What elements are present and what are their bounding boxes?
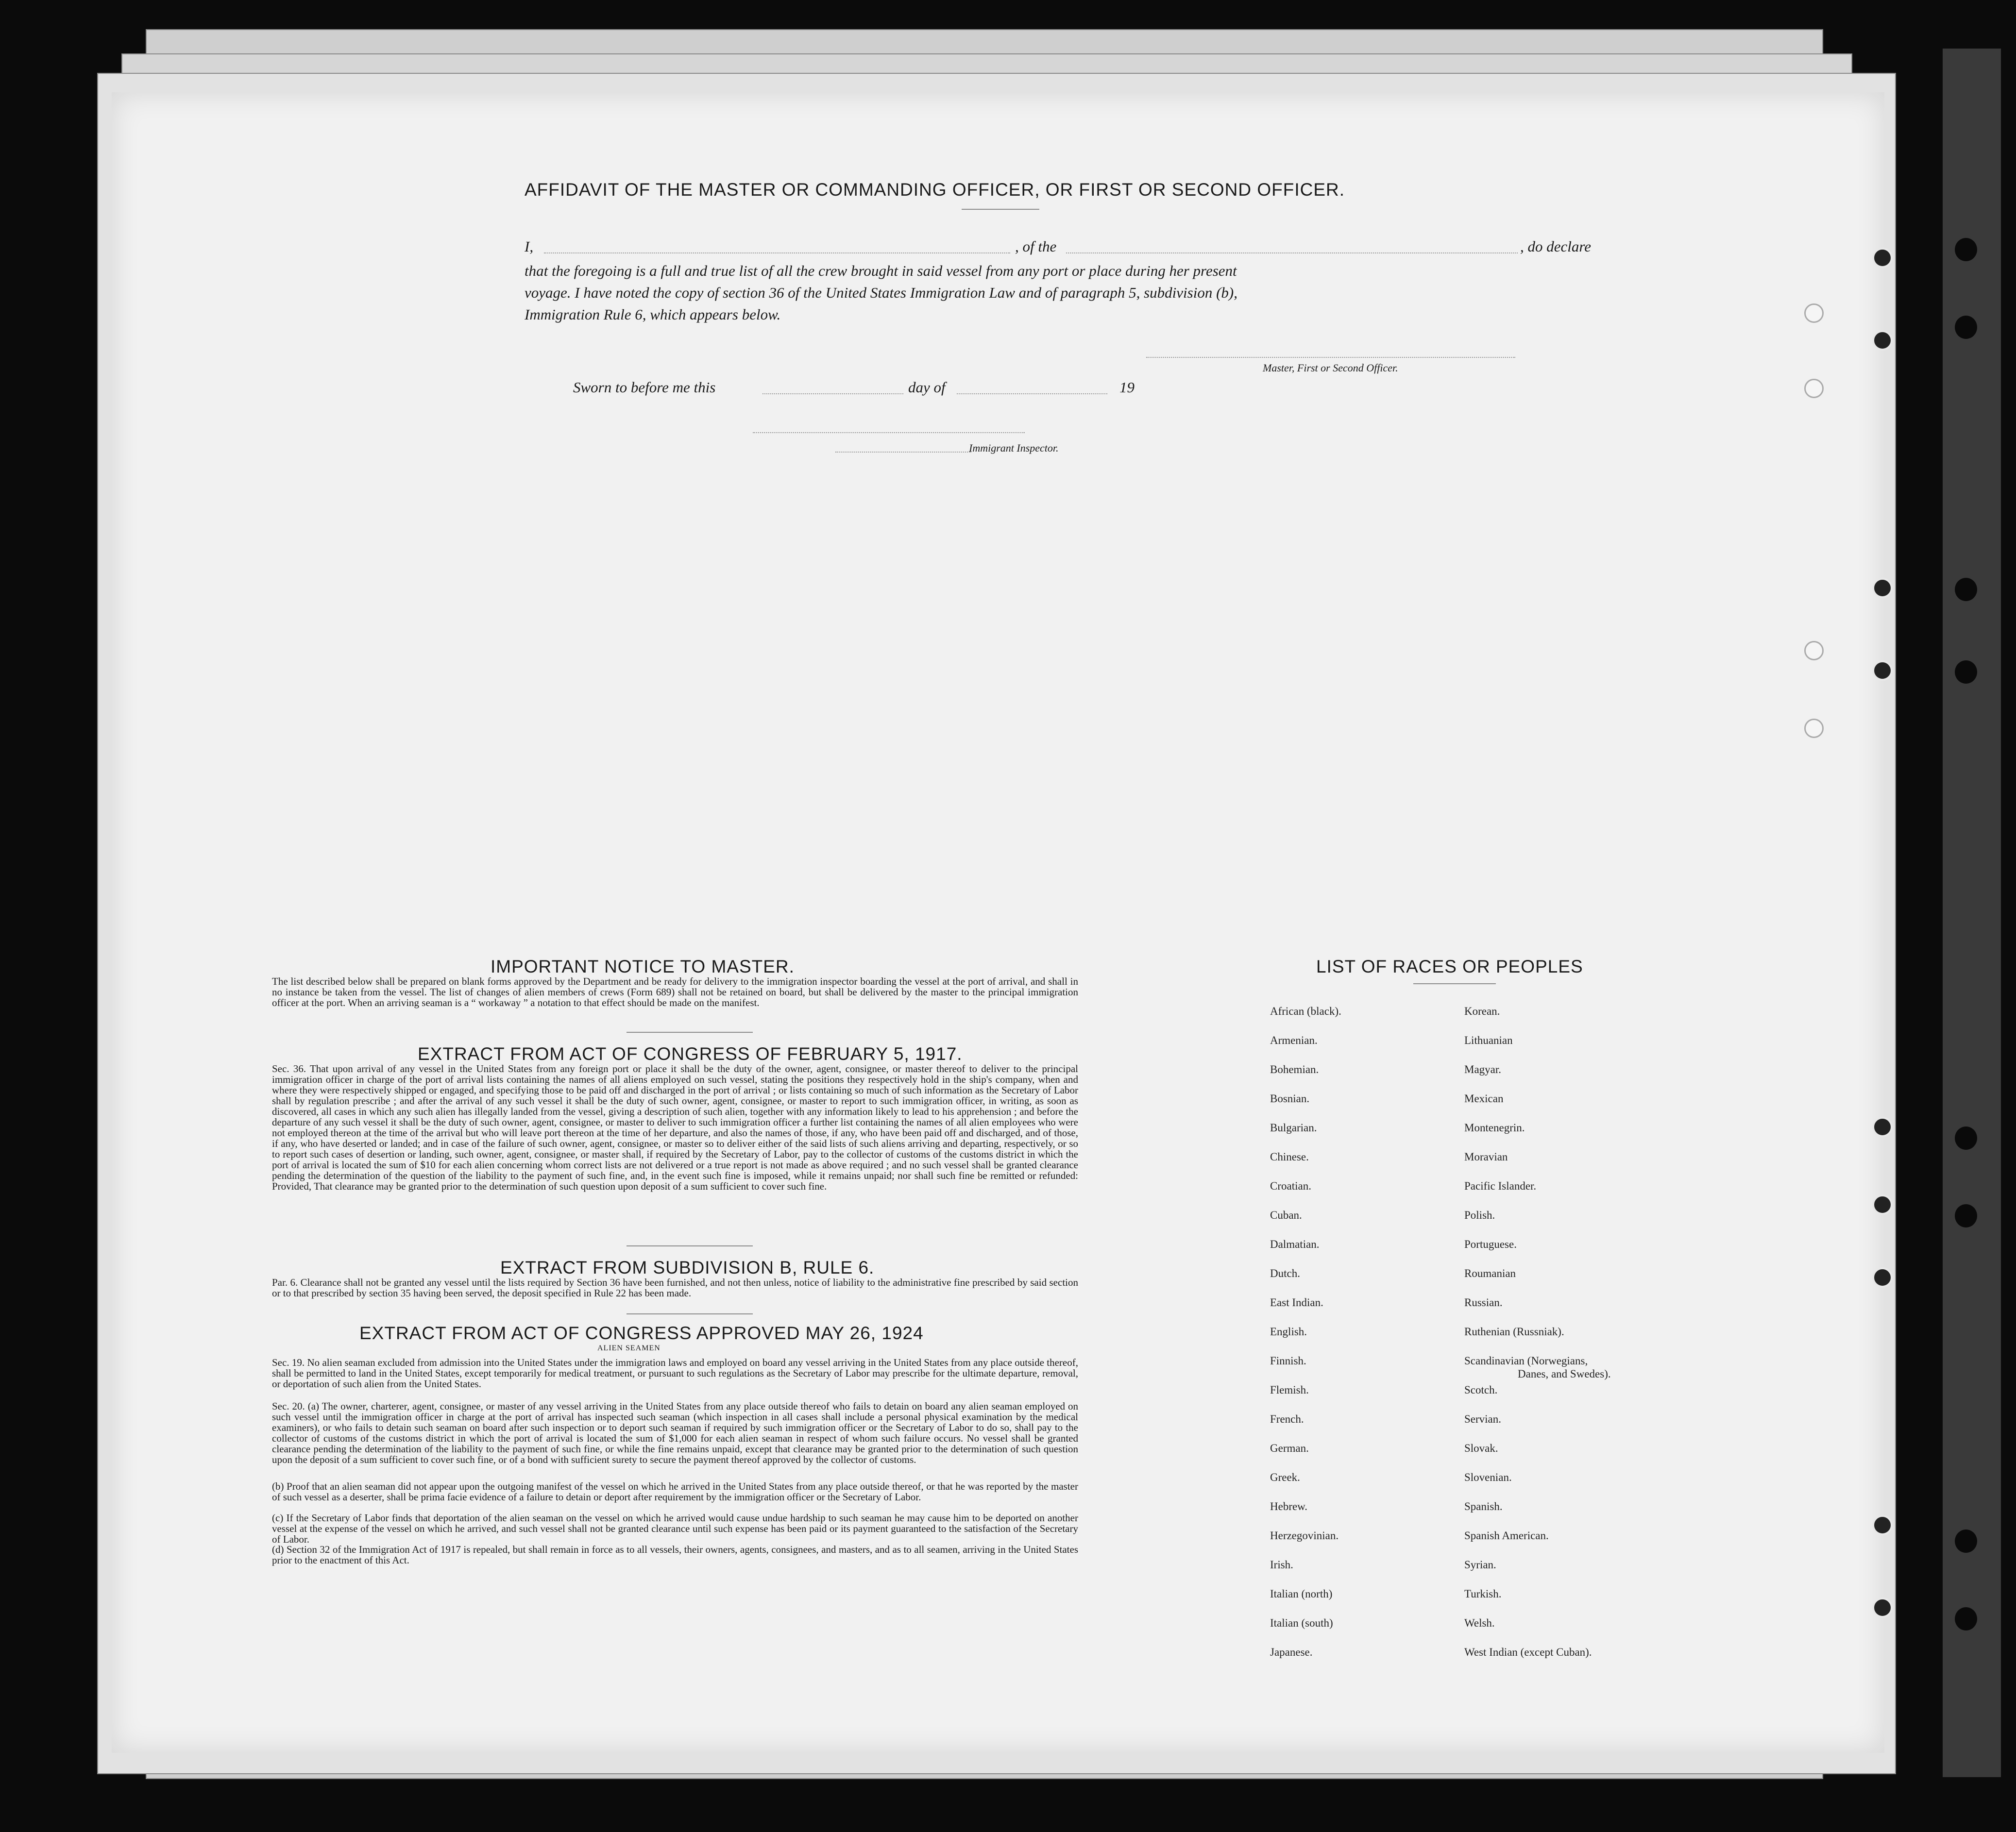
punch-hole	[1872, 660, 1893, 681]
punch-hole	[1872, 578, 1893, 598]
race-item: Herzegovinian.	[1270, 1529, 1339, 1542]
vessel-field[interactable]	[1066, 252, 1518, 253]
affidavit-line2: that the foregoing is a full and true list of all the crew brought in said vessel from any port or place during her present	[525, 262, 1237, 279]
affidavit-title-rule	[962, 209, 1039, 210]
notice-rule	[627, 1032, 753, 1033]
race-item: Croatian.	[1270, 1180, 1311, 1192]
binder-notch	[1955, 238, 1977, 261]
race-item: Magyar.	[1464, 1063, 1502, 1076]
punch-hole	[1804, 379, 1824, 398]
punch-hole	[1872, 1515, 1893, 1535]
binder-notch	[1955, 1607, 1977, 1630]
master-signature-field[interactable]	[1146, 357, 1515, 358]
race-item: Bosnian.	[1270, 1092, 1310, 1105]
race-item: Dutch.	[1270, 1267, 1300, 1279]
punch-hole	[1872, 248, 1893, 268]
punch-hole	[1804, 719, 1824, 738]
race-item: West Indian (except Cuban).	[1464, 1646, 1592, 1658]
race-item: East Indian.	[1270, 1296, 1323, 1309]
punch-hole	[1872, 1194, 1893, 1215]
punch-hole	[1872, 1267, 1893, 1288]
race-item: Hebrew.	[1270, 1500, 1308, 1513]
notice-title: IMPORTANT NOTICE TO MASTER.	[491, 957, 795, 976]
race-item-continued: Danes, and Swedes).	[1518, 1368, 1611, 1380]
extract-1924-sec20c: (c) If the Secretary of Labor finds that deportation of the alien seaman on the vessel on which he arrived would cause undue hardship to such seaman he may cause him to be deported on another vessel at the expense of the vessel on which he arrived, and such vessel shall not be granted clearance until such expense has been paid or its payment guaranteed to the satisfaction of the Secretary of Labor.	[272, 1512, 1078, 1545]
sworn-month-field[interactable]	[957, 393, 1107, 394]
extract-1917-rule	[627, 1245, 753, 1246]
affidavit-line3: voyage. I have noted the copy of section 36 of the United States Immigration Law and of paragraph 5, subdivision (b),	[525, 284, 1237, 301]
punch-hole	[1872, 1597, 1893, 1618]
extract-1924-sec19: Sec. 19. No alien seaman excluded from admission into the United States under the immigration laws and employed on board any vessel arriving in the United States from any place outside thereof, shall be permitted to land in the United States, except temporarily for medical treatment, or pursuant to such regulations as the Secretary of Labor may prescribe for the ultimate departure, removal, or deportation of such alien from the United States.	[272, 1357, 1078, 1390]
race-item: African (black).	[1270, 1005, 1341, 1017]
race-item: Scotch.	[1464, 1384, 1498, 1396]
extract-1924-title: EXTRACT FROM ACT OF CONGRESS APPROVED MAY 26, 1924	[359, 1323, 924, 1343]
inspector-label: Immigrant Inspector.	[969, 442, 1059, 454]
master-signature-label: Master, First or Second Officer.	[1263, 362, 1398, 374]
inspector-signature-field-2[interactable]	[835, 452, 971, 453]
race-item: German.	[1270, 1442, 1309, 1454]
race-item: Ruthenian (Russniak).	[1464, 1326, 1564, 1338]
punch-hole	[1872, 1117, 1893, 1137]
punch-hole	[1804, 303, 1824, 323]
race-item: Armenian.	[1270, 1034, 1318, 1046]
notice-text: The list described below shall be prepared on blank forms approved by the Department and be ready for delivery to the immigration inspector boarding the vessel at the port of arrival, and shall in no instance be taken from the vessel. The list of changes of alien members of crews (Form 689) shall not be retained on board, but shall be delivered by the master to the principal immigration officer at the port. When an arriving seaman is a “ workaway ” a notation to that effect should be made on the manifest.	[272, 975, 1078, 1008]
extract-1924-sec20d: (d) Section 32 of the Immigration Act of 1917 is repealed, but shall remain in force as to all vessels, their owners, agents, consignees, and masters, and as to all seamen, arriving in the United States prior to the enactment of this Act.	[272, 1544, 1078, 1566]
race-item: Servian.	[1464, 1413, 1502, 1425]
race-item: Bulgarian.	[1270, 1122, 1317, 1134]
race-item: Spanish American.	[1464, 1529, 1549, 1542]
race-item: Greek.	[1270, 1471, 1300, 1483]
affidavit-i: I,	[525, 238, 534, 255]
race-item: Italian (north)	[1270, 1588, 1333, 1600]
race-item: Korean.	[1464, 1005, 1500, 1017]
day-of-label: day of	[908, 379, 946, 396]
extract-1924-subtitle: ALIEN SEAMEN	[597, 1344, 661, 1352]
race-item: Bohemian.	[1270, 1063, 1319, 1076]
affidavit-line4: Immigration Rule 6, which appears below.	[525, 306, 781, 323]
race-item: Finnish.	[1270, 1355, 1306, 1367]
punch-hole	[1872, 330, 1893, 351]
race-item: Portuguese.	[1464, 1238, 1517, 1250]
binder-notch	[1955, 1126, 1977, 1150]
form-page	[112, 92, 1884, 1753]
race-item: Polish.	[1464, 1209, 1495, 1221]
binder-notch	[1955, 578, 1977, 601]
extract-1917-text: Sec. 36. That upon arrival of any vessel in the United States from any foreign port or place it shall be the duty of the owner, agent, consignee, or master thereof to deliver to the principal immigration officer in charge of the port of arrival lists containing the names of all aliens employed on such vessel, stating the positions they respectively hold in the ship's company, when and where they were respectively shipped or engaged, and specifying those to be paid off and discharged in the port of arrival ; or lists containing so much of such information as the Secretary of Labor shall by regulation prescribe ; and after the arrival of any such vessel it shall be the duty of such owner, agent, consignee, or master to report to such immigration officer, in writing, as soon as discovered, all cases in which any such alien has illegally landed from the vessel, giving a description of such alien, together with any information likely to lead to his apprehension ; and before the departure of any such vessel it shall be the duty of such owner, agent, consignee, or master to deliver to such immigration officer a further list containing the names of all alien employees who were not employed thereon at the time of the arrival but who will leave port thereon at the time of her departure, and also the names of those, if any, who have been paid off and discharged, and of those, if any, who have deserted or landed; and in case of the failure of such owner, agent, consignee, or master so to deliver either of the said lists of such aliens arriving and departing, respectively, or so to report such cases of desertion or landing, such owner, agent, consignee, or master shall, if required by the Secretary of Labor, pay to the collector of customs of the customs district in which the port of arrival is located the sum of $10 for each alien concerning whom correct lists are not delivered or a true report is not made as above required ; and no such vessel shall be granted clearance pending the determination of the question of the liability to the payment of such fine, and, in the event such fine is imposed, while it remains unpaid; nor shall such fine be remitted or refunded: Provided, That clearance may be granted prior to the determination of such question upon deposit of a sum sufficient to cover such fine.	[272, 1063, 1078, 1192]
race-item: Scandinavian (Norwegians,	[1464, 1355, 1588, 1367]
races-title: LIST OF RACES OR PEOPLES	[1316, 957, 1583, 976]
race-item: Flemish.	[1270, 1384, 1309, 1396]
extract-1917-title: EXTRACT FROM ACT OF CONGRESS OF FEBRUARY 5, 1917.	[418, 1044, 963, 1064]
race-item: Spanish.	[1464, 1500, 1503, 1513]
sworn-day-field[interactable]	[762, 393, 903, 394]
inspector-signature-field[interactable]	[753, 432, 1025, 433]
sworn-label: Sworn to before me this	[573, 379, 716, 396]
race-item: Chinese.	[1270, 1151, 1309, 1163]
subdivision-rule	[627, 1313, 753, 1314]
race-item: Dalmatian.	[1270, 1238, 1320, 1250]
race-item: Roumanian	[1464, 1267, 1516, 1279]
races-rule	[1413, 983, 1496, 984]
race-item: English.	[1270, 1326, 1307, 1338]
subdivision-text: Par. 6. Clearance shall not be granted any vessel until the lists required by Section 36 have been furnished, and not then unless, notice of liability to the administrative fine prescribed by said section or to that prescribed by section 35 having been served, the deposit specified in Rule 22 has been made.	[272, 1277, 1078, 1299]
race-item: Turkish.	[1464, 1588, 1502, 1600]
race-item: Mexican	[1464, 1092, 1504, 1105]
race-item: Slovenian.	[1464, 1471, 1512, 1483]
race-item: Italian (south)	[1270, 1617, 1333, 1629]
race-item: Japanese.	[1270, 1646, 1313, 1658]
race-item: Russian.	[1464, 1296, 1503, 1309]
binder-notch	[1955, 1204, 1977, 1227]
name-field[interactable]	[544, 252, 1010, 253]
race-item: Pacific Islander.	[1464, 1180, 1537, 1192]
race-item: Irish.	[1270, 1559, 1293, 1571]
affidavit-title: AFFIDAVIT OF THE MASTER OR COMMANDING OFFICER, OR FIRST OR SECOND OFFICER.	[525, 180, 1345, 200]
race-item: Moravian	[1464, 1151, 1508, 1163]
extract-1924-sec20a: Sec. 20. (a) The owner, charterer, agent, consignee, or master of any vessel arriving in the United States from any place outside thereof who fails to detain on board any alien seaman employed on such vessel until the immigration officer in charge at the port of arrival has inspected such seaman (which inspection in all cases shall include a personal physical examination by the medical examiners), or who fails to detain such seaman on board after such inspection or to deport such seaman if required by such immigration officer or the Secretary of Labor to do so, shall pay to the collector of customs of the customs district in which the port of arrival is located the sum of $1,000 for each alien seaman in respect of whom such failure occurs. No vessel shall be granted clearance pending the determination of the liability to the payment of such fine, or while the fine remains unpaid, except that clearance may be granted prior to the determination of such question upon the deposit of a sum sufficient to cover such fine, or of a bond with sufficient surety to secure the payment thereof approved by the collector of customs.	[272, 1400, 1078, 1465]
binder-strip	[1943, 49, 2001, 1777]
year-label: 19	[1119, 379, 1135, 396]
race-item: Slovak.	[1464, 1442, 1498, 1454]
race-item: Cuban.	[1270, 1209, 1302, 1221]
race-item: Syrian.	[1464, 1559, 1496, 1571]
race-item: Lithuanian	[1464, 1034, 1513, 1046]
extract-1924-sec20b: (b) Proof that an alien seaman did not appear upon the outgoing manifest of the vessel on which he arrived in the United States from any place outside thereof, or that he was reported by the master of such vessel as a deserter, shall be prima facie evidence of a failure to detain or deport after requirement by the immigration officer or the Secretary of Labor.	[272, 1480, 1078, 1503]
subdivision-title: EXTRACT FROM SUBDIVISION B, RULE 6.	[500, 1258, 875, 1277]
race-item: Welsh.	[1464, 1617, 1495, 1629]
affidavit-of-the: , of the	[1015, 238, 1057, 255]
race-item: French.	[1270, 1413, 1304, 1425]
binder-notch	[1955, 316, 1977, 339]
race-item: Montenegrin.	[1464, 1122, 1525, 1134]
binder-notch	[1955, 1529, 1977, 1553]
punch-hole	[1804, 641, 1824, 660]
binder-notch	[1955, 660, 1977, 684]
affidavit-declare: , do declare	[1520, 238, 1592, 255]
